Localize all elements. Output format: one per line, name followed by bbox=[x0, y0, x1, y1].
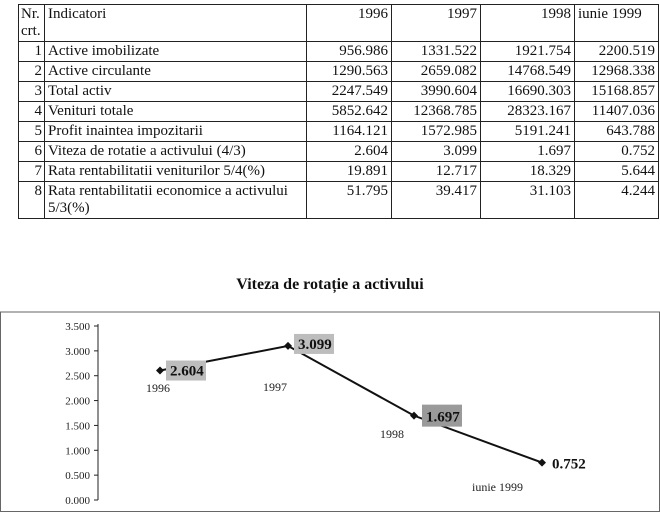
cell-1998: 1.697 bbox=[481, 142, 575, 162]
header-iunie-1999: iunie 1999 bbox=[575, 5, 659, 42]
row-nr: 4 bbox=[19, 102, 45, 122]
row-nr: 5 bbox=[19, 122, 45, 142]
data-point-marker bbox=[156, 367, 164, 375]
cell-1997: 12.717 bbox=[392, 162, 481, 182]
cell-iunie-1999: 11407.036 bbox=[575, 102, 659, 122]
category-label: iunie 1999 bbox=[472, 480, 523, 494]
cell-1998: 14768.549 bbox=[481, 62, 575, 82]
header-1998: 1998 bbox=[481, 5, 575, 42]
data-label: 1.697 bbox=[426, 409, 460, 426]
cell-1997: 39.417 bbox=[392, 182, 481, 219]
cell-1997: 2659.082 bbox=[392, 62, 481, 82]
table-row bbox=[19, 82, 659, 102]
header-1996: 1996 bbox=[307, 5, 392, 42]
row-nr: 6 bbox=[19, 142, 45, 162]
table-row bbox=[19, 122, 659, 142]
cell-1998: 31.103 bbox=[481, 182, 575, 219]
row-indicator: Active circulante bbox=[45, 62, 307, 82]
row-indicator: Rata rentabilitatii economice a activului 5/3(%) bbox=[45, 182, 307, 219]
cell-1996: 956.986 bbox=[307, 42, 392, 62]
chart-title: Viteza de rotație a activului bbox=[236, 276, 424, 293]
cell-1997: 1572.985 bbox=[392, 122, 481, 142]
header-indicatori: Indicatori bbox=[45, 5, 307, 42]
category-label: 1997 bbox=[263, 380, 287, 394]
y-tick-label: 0.500 bbox=[65, 470, 90, 483]
row-nr: 7 bbox=[19, 162, 45, 182]
row-indicator: Active imobilizate bbox=[45, 42, 307, 62]
cell-1997: 12368.785 bbox=[392, 102, 481, 122]
y-tick-label: 3.000 bbox=[65, 345, 90, 358]
table-row bbox=[19, 142, 659, 162]
cell-1998: 16690.303 bbox=[481, 82, 575, 102]
y-tick-label: 0.000 bbox=[65, 495, 90, 507]
data-point-marker bbox=[410, 412, 418, 420]
cell-1996: 1164.121 bbox=[307, 122, 392, 142]
category-label: 1996 bbox=[146, 381, 170, 395]
y-tick-label: 2.000 bbox=[65, 395, 90, 408]
cell-iunie-1999: 5.644 bbox=[575, 162, 659, 182]
cell-1997: 3990.604 bbox=[392, 82, 481, 102]
data-point-marker bbox=[538, 459, 546, 467]
table-row bbox=[19, 62, 659, 82]
cell-1996: 2.604 bbox=[307, 142, 392, 162]
y-tick-label: 2.500 bbox=[65, 370, 90, 383]
cell-iunie-1999: 643.788 bbox=[575, 122, 659, 142]
data-label: 2.604 bbox=[170, 363, 204, 380]
y-tick-label: 1.000 bbox=[65, 445, 90, 458]
cell-1996: 1290.563 bbox=[307, 62, 392, 82]
cell-1998: 18.329 bbox=[481, 162, 575, 182]
table-row bbox=[19, 182, 659, 219]
table-row bbox=[19, 102, 659, 122]
cell-1996: 5852.642 bbox=[307, 102, 392, 122]
cell-1997: 3.099 bbox=[392, 142, 481, 162]
data-label: 3.099 bbox=[298, 336, 332, 353]
cell-1997: 1331.522 bbox=[392, 42, 481, 62]
indicators-table bbox=[18, 4, 659, 219]
table-row bbox=[19, 162, 659, 182]
y-tick-label: 1.500 bbox=[65, 420, 90, 433]
cell-1998: 5191.241 bbox=[481, 122, 575, 142]
table-row bbox=[19, 42, 659, 62]
chart-labels bbox=[146, 334, 586, 494]
row-nr: 2 bbox=[19, 62, 45, 82]
row-nr: 8 bbox=[19, 182, 45, 219]
series-line bbox=[160, 346, 542, 463]
header-1997: 1997 bbox=[392, 5, 481, 42]
table-body bbox=[19, 5, 659, 219]
data-label: 0.752 bbox=[552, 456, 586, 473]
row-indicator: Venituri totale bbox=[45, 102, 307, 122]
category-label: 1998 bbox=[380, 427, 404, 441]
row-nr: 3 bbox=[19, 82, 45, 102]
table-header-row bbox=[19, 5, 659, 42]
data-point-marker bbox=[284, 342, 292, 350]
row-indicator: Total activ bbox=[45, 82, 307, 102]
cell-1998: 28323.167 bbox=[481, 102, 575, 122]
row-nr: 1 bbox=[19, 42, 45, 62]
cell-1996: 19.891 bbox=[307, 162, 392, 182]
row-indicator: Profit inaintea impozitarii bbox=[45, 122, 307, 142]
cell-iunie-1999: 4.244 bbox=[575, 182, 659, 219]
y-tick-label: 3.500 bbox=[65, 321, 90, 333]
cell-iunie-1999: 2200.519 bbox=[575, 42, 659, 62]
line-chart bbox=[0, 300, 660, 512]
cell-iunie-1999: 0.752 bbox=[575, 142, 659, 162]
cell-iunie-1999: 12968.338 bbox=[575, 62, 659, 82]
row-indicator: Rata rentabilitatii veniturilor 5/4(%) bbox=[45, 162, 307, 182]
header-nr-crt: Nr. crt. bbox=[19, 5, 45, 42]
cell-iunie-1999: 15168.857 bbox=[575, 82, 659, 102]
cell-1996: 2247.549 bbox=[307, 82, 392, 102]
row-indicator: Viteza de rotatie a activului (4/3) bbox=[45, 142, 307, 162]
chart-series bbox=[156, 342, 546, 467]
cell-1998: 1921.754 bbox=[481, 42, 575, 62]
cell-1996: 51.795 bbox=[307, 182, 392, 219]
